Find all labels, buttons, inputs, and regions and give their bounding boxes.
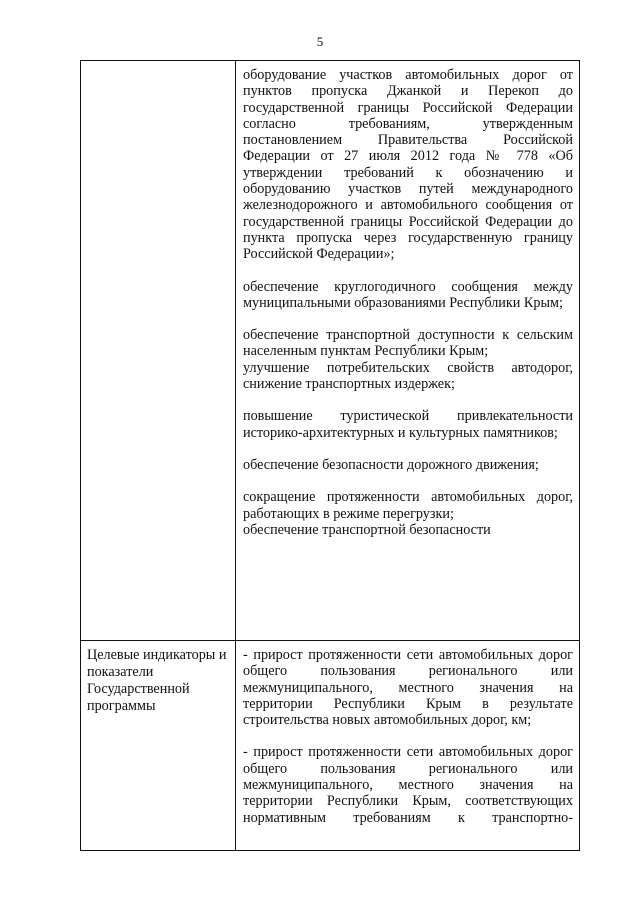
table-row [81,641,580,851]
paragraph-road-safety: обеспечение безопасности дорожного движения; [243,456,539,473]
paragraph-border-equipment: оборудование участков автомобильных дорог от пунктов пропуска Джанкой и Перекоп до государственной границы Российской Федерации согласно требованиям, утвержденным постановлением Правительства Российской Федерации от 27 июля 2012 года № 778 «Об утверждении требований к обозначению и оборудованию участков путей международного железнодорожного и автомобильного сообщения от государственной границы Российской Федерации до пункта пропуска через государственную границу Российской Федерации»; [243,67,573,263]
paragraph-new-roads-growth: - прирост протяженности сети автомобильных дорог общего пользования регионального или межмуниципального, местного значения на территории Республики Крым в результате строительства новых автомобильных дорог, км; [243,647,573,729]
table-row [81,61,580,641]
paragraph-year-round-connection: обеспечение круглогодичного сообщения между муниципальными образованиями Республики Крым; [243,278,573,311]
paragraph-overload-reduction: сокращение протяженности автомобильных дорог, работающих в режиме перегрузки; [243,489,573,522]
paragraph-road-improvement: улучшение потребительских свойств автодорог, снижение транспортных издержек; [243,359,573,393]
paragraph-transport-accessibility: обеспечение транспортной доступности к сельским населенным пунктам Республики Крым; [243,327,573,360]
row1-left-cell [81,61,236,641]
row2-left-cell [81,641,236,851]
paragraph-tourism: повышение туристической привлекательности историко-архитектурных и культурных памятников; [243,408,573,441]
program-table [80,60,580,851]
page-number: 5 [316,34,324,49]
row2-right-cell [236,641,580,851]
paragraph-compliant-roads-growth: - прирост протяженности сети автомобильных дорог общего пользования регионального или межмуниципального, местного значения на территории Республики Крым, соответствующих нормативным требованиям к транспортно- [243,744,573,826]
row1-right-cell [236,61,580,641]
paragraph-transport-security: обеспечение транспортной безопасности [243,521,491,538]
target-indicators-label: Целевые индикаторы и показатели Государственной программы [87,647,227,714]
